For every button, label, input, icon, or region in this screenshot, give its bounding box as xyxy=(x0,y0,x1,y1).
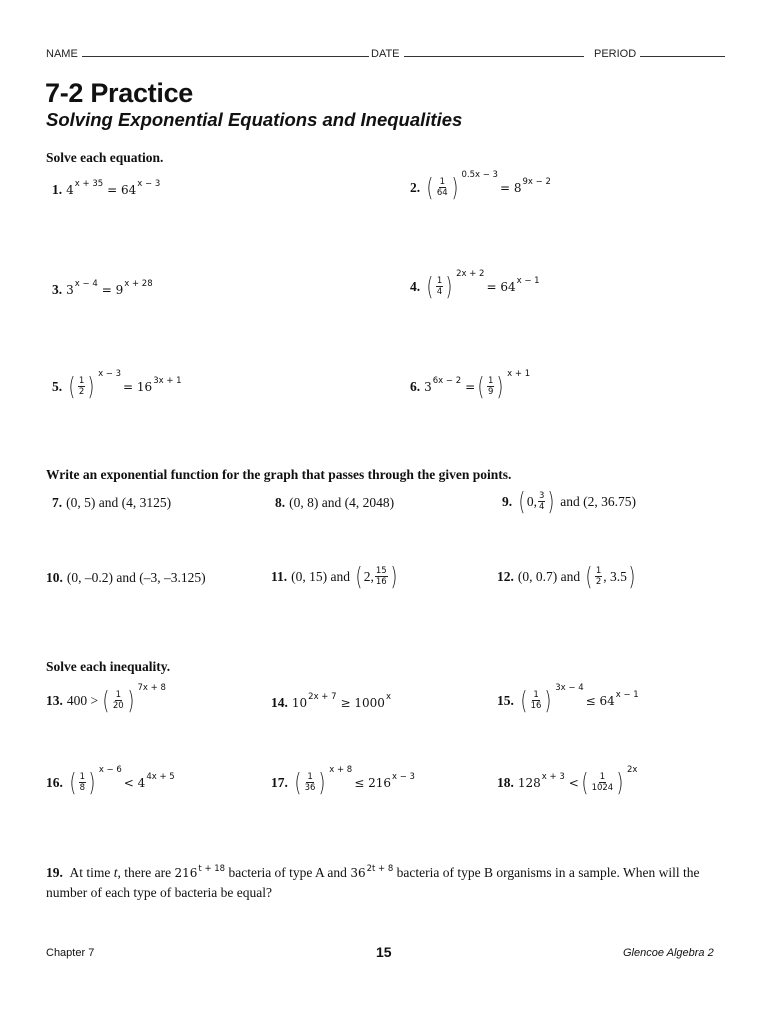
fraction: ( $\frac{1}{4}$ ) xyxy=(426,272,453,301)
fraction: ( $\frac{1}{8}$ ) xyxy=(69,768,96,797)
problem-13: 13. 400 > ( $\frac{1}{20}$ ) $^{7x + 8}$ xyxy=(46,682,166,715)
problem-8: 8. (0, 8) and (4, 2048) xyxy=(275,495,395,510)
page-number: 15 xyxy=(376,944,392,960)
date-field xyxy=(371,47,584,60)
fraction: ( $\frac{1}{9}$ ) xyxy=(477,372,504,401)
problem-16: 16. ( $\frac{1}{8}$ ) $^{x - 6}$ < 4 $^{4x + 5}$ xyxy=(46,764,175,797)
period-line xyxy=(640,47,725,57)
problem-2: 2. ( $\frac{1}{64}$ ) $^{0.5x - 3}$ = 8 $^{9x - 2}$ xyxy=(410,169,551,202)
problem-18: 18. 128 $^{x + 3}$ < ( $\frac{1}{1024}$ ) $^{2x}$ xyxy=(497,764,638,797)
fraction: ( $\frac{1}{2}$ ) xyxy=(68,372,95,401)
problem-3: 3. 3 $^{x - 4}$ = 9 $^{x + 28}$ xyxy=(52,279,153,297)
problem-4: 4. ( $\frac{1}{4}$ ) $^{2x + 2}$ = 64 $^{x - 1}$ xyxy=(410,268,540,301)
point: ( 0, $\frac{3}{4}$ ) xyxy=(518,487,555,516)
problem-12: 12. (0, 0.7) and ( $\frac{1}{2}$ , 3.5 ) xyxy=(497,562,636,591)
problem-15: 15. ( $\frac{1}{16}$ ) $^{3x - 4}$ ≤ 64 $^{x - 1}$ xyxy=(497,682,639,715)
problem-1: 1. 4 $^{x + 35}$ = 64 $^{x - 3}$ xyxy=(52,179,161,197)
name-line xyxy=(82,47,369,57)
date-line xyxy=(404,47,584,57)
point: ( $\frac{1}{2}$ , 3.5 ) xyxy=(585,562,636,591)
page-subtitle: Solving Exponential Equations and Inequalities xyxy=(46,109,463,130)
footer-chapter: Chapter 7 xyxy=(46,947,95,959)
fraction: ( $\frac{1}{64}$ ) xyxy=(426,173,459,202)
section-functions: Write an exponential function for the graph that passes through the given points. xyxy=(46,467,512,482)
problem-5: 5. ( $\frac{1}{2}$ ) $^{x - 3}$ = 16 $^{3x + 1}$ xyxy=(52,368,182,401)
problem-9: 9. ( 0, $\frac{3}{4}$ ) and (2, 36.75) xyxy=(502,487,636,516)
fraction: ( $\frac{1}{36}$ ) xyxy=(294,768,326,797)
name-label: NAME xyxy=(46,48,78,60)
problem-7: 7. (0, 5) and (4, 3125) xyxy=(52,495,172,510)
fraction: ( $\frac{1}{1024}$ ) xyxy=(581,768,624,797)
problem-19: 19. At time t, there are $216^{t + 18}$ bacteria of type A and $36^{2t + 8}$ bacteria of type B organisms in a sample. When will the number of each type of bacteria be equal? xyxy=(46,864,700,900)
section-inequalities: Solve each inequality. xyxy=(46,659,171,674)
period-field xyxy=(594,47,725,60)
fraction: ( $\frac{1}{16}$ ) xyxy=(520,686,552,715)
date-label: DATE xyxy=(371,48,400,60)
section-equations: Solve each equation. xyxy=(46,150,164,165)
point: ( 2, $\frac{15}{16}$ ) xyxy=(355,562,398,591)
problem-6: 6. 3 $^{6x - 2}$ = ( $\frac{1}{9}$ ) $^{x + 1}$ xyxy=(410,368,531,401)
period-label: PERIOD xyxy=(594,48,637,60)
problem-11: 11. (0, 15) and ( 2, $\frac{15}{16}$ ) xyxy=(271,562,398,591)
problem-10: 10. (0, –0.2) and (–3, –3.125) xyxy=(46,570,206,585)
fraction: ( $\frac{1}{20}$ ) xyxy=(102,686,135,715)
footer-book: Glencoe Algebra 2 xyxy=(623,947,714,959)
problem-14: 14. 10 $^{2x + 7}$ ≥ 1000 $^x$ xyxy=(271,692,391,710)
page-title: 7-2 Practice xyxy=(45,78,193,108)
problem-17: 17. ( $\frac{1}{36}$ ) $^{x + 8}$ ≤ 216 $^{x - 3}$ xyxy=(271,764,415,797)
name-field xyxy=(46,47,369,60)
